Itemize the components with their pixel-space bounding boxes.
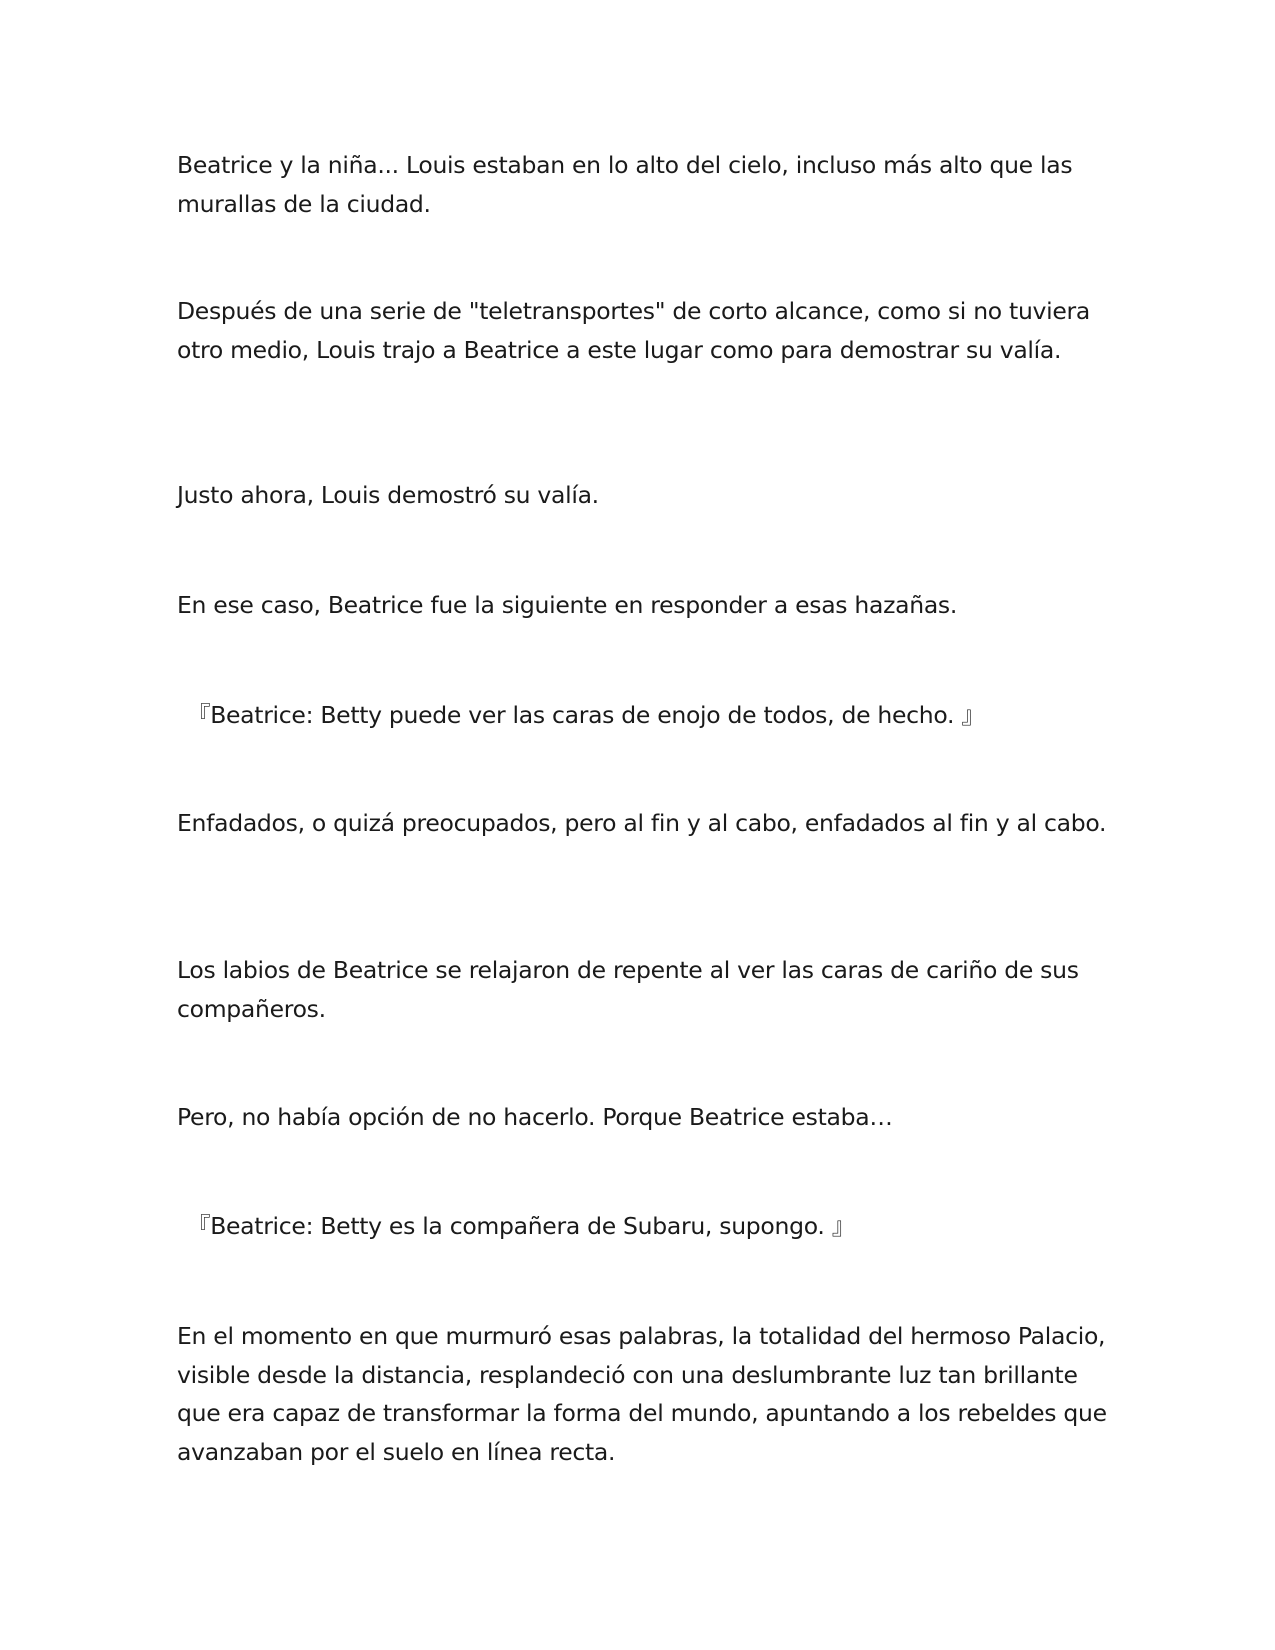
paragraph-7: Pero, no había opción de no hacerlo. Porque Beatrice estaba…: [177, 1103, 893, 1131]
dialogue-line-1: 『Beatrice: Betty puede ver las caras de enojo de todos, de hecho. 』: [187, 701, 985, 729]
paragraph-4: En ese caso, Beatrice fue la siguiente en responder a esas hazañas.: [177, 591, 958, 619]
paragraph-8: En el momento en que murmuró esas palabras, la totalidad del hermoso Palacio, visible desde la distancia, resplandeció con una deslumbrante luz tan brillante que era capaz de transformar la forma del mundo, apuntando a los rebeldes que avanzaban por el suelo en línea recta.: [177, 1322, 1107, 1466]
paragraph-6: Los labios de Beatrice se relajaron de repente al ver las caras de cariño de sus compañeros.: [177, 956, 1079, 1023]
dialogue-line-2: 『Beatrice: Betty es la compañera de Subaru, supongo. 』: [187, 1212, 855, 1240]
paragraph-5: Enfadados, o quizá preocupados, pero al fin y al cabo, enfadados al fin y al cabo.: [177, 809, 1107, 837]
paragraph-1: Beatrice y la niña... Louis estaban en lo alto del cielo, incluso más alto que las murallas de la ciudad.: [177, 151, 1073, 218]
paragraph-3: Justo ahora, Louis demostró su valía.: [177, 481, 599, 509]
paragraph-2: Después de una serie de "teletransportes" de corto alcance, como si no tuviera otro medio, Louis trajo a Beatrice a este lugar como para demostrar su valía.: [177, 297, 1090, 364]
